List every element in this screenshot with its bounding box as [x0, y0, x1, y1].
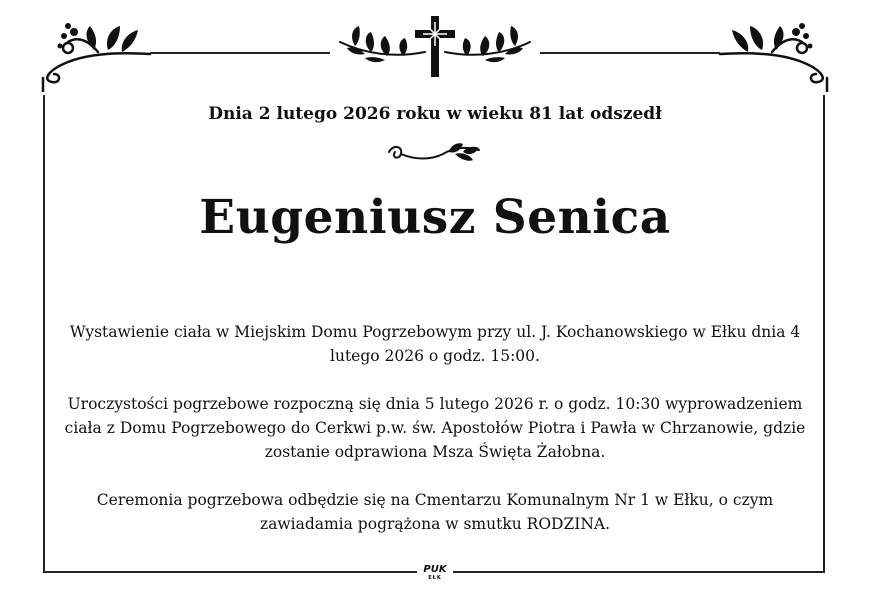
deceased-name: Eugeniusz Senica	[199, 190, 671, 245]
logo-main-text: PUK	[423, 564, 447, 575]
logo-sub-text: EŁK	[428, 575, 442, 581]
funeral-ceremony-info: Uroczystości pogrzebowe rozpoczną się dnia 5 lutego 2026 r. o godz. 10:30 wyprowadzeniem ciała z Domu Pogrzebowego do Cerkwi p.w. św. Apostołów Piotra i Pawła w Chrzanowie, gdzie zostanie odprawiona Msza Święta Żałobna.	[64, 395, 806, 461]
leaf-divider-icon	[385, 140, 485, 170]
viewing-info: Wystawienie ciała w Miejskim Domu Pogrzebowym przy ul. J. Kochanowskiego w Ełku dnia 4 lutego 2026 o godz. 15:00.	[69, 323, 801, 365]
floral-corner-right-icon	[692, 12, 832, 92]
death-announcement: Dnia 2 lutego 2026 roku w wieku 81 lat odszedł	[208, 104, 662, 124]
floral-corner-left-icon	[38, 12, 178, 92]
puk-logo	[417, 564, 453, 582]
burial-info: Ceremonia pogrzebowa odbędzie się na Cmentarzu Komunalnym Nr 1 w Ełku, o czym zawiadamia pogrążona w smutku RODZINA.	[96, 491, 774, 533]
cross-icon	[335, 12, 535, 82]
